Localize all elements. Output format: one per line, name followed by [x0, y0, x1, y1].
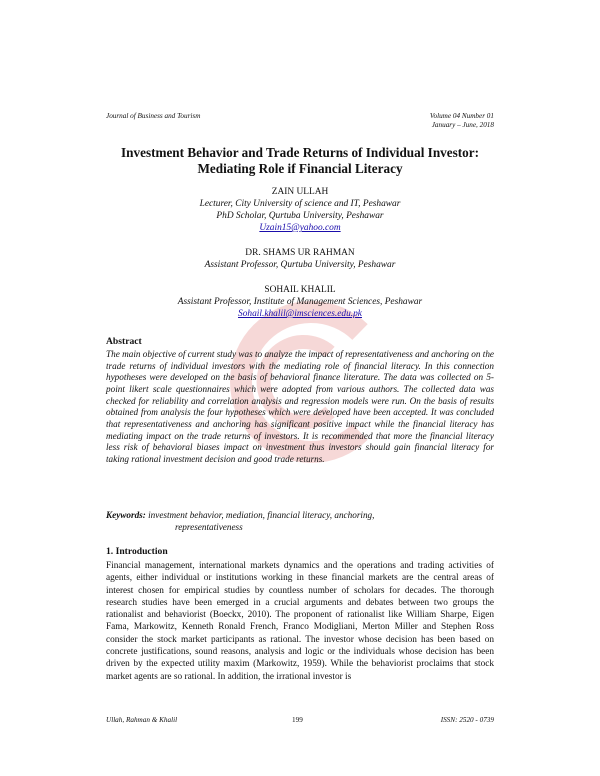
author-affiliation: Assistant Professor, Qurtuba University, Peshawar: [204, 260, 396, 270]
title-line-1: Investment Behavior and Trade Returns of Individual Investor:: [121, 145, 479, 160]
footer-authors: Ullah, Rahman & Khalil: [106, 716, 178, 724]
author-affiliation: Assistant Professor, Institute of Management Sciences, Peshawar: [177, 297, 423, 307]
author-block-1: [106, 186, 494, 234]
author-name: SOHAIL KHALIL: [264, 285, 336, 295]
author-affiliation: Lecturer, City University of science and IT, Peshawar: [199, 199, 401, 209]
journal-name: Journal of Business and Tourism: [106, 112, 201, 120]
volume-info: [430, 112, 494, 130]
volume-number: Volume 04 Number 01: [429, 112, 494, 120]
introduction-heading: 1. Introduction: [106, 546, 168, 557]
author-name: ZAIN ULLAH: [271, 187, 329, 197]
issue-date: January – June, 2018: [431, 121, 494, 129]
author-email-link[interactable]: Uzain15@yahoo.com: [259, 223, 341, 233]
keywords-line-2: representativeness: [175, 521, 243, 532]
keywords-line-1: investment behavior, mediation, financial literacy, anchoring,: [148, 510, 375, 520]
title-line-2: Mediating Role if Financial Literacy: [197, 161, 403, 176]
author-email-link[interactable]: Sohail.khalil@imsciences.edu.pk: [238, 309, 362, 319]
introduction-text: Financial management, international markets dynamics and the operations and trading activities of agents, either individual or institutions working in these financial markets are the central areas of interest chosen for empirical studies by countless number of scholars for decades. The thorough research studies have been emerged in a crucial arguments and debates between two groups the rationalist and behaviorist (Boeckx, 2010). The proponent of rationalist like William Sharpe, Eigen Fama, Markowitz, Kenneth Ronald French, Franco Modigliani, Merton Miller and Stephen Ross consider the stock market participants as rational. The investor whose decision has been based on concrete justifications, sound reasons, analysis and logic or the individuals whose decision has been driven by the expected utility maxim (Markowitz, 1959). While the behaviorist proclaims that stock market agents are so rational. In addition, the irrational investor is: [106, 561, 494, 682]
author-block-3: [106, 284, 494, 320]
author-block-2: [106, 247, 494, 271]
author-name: DR. SHAMS UR RAHMAN: [245, 248, 355, 258]
keywords-label: Keywords:: [106, 510, 146, 520]
paper-title: [106, 145, 494, 177]
keywords: [106, 510, 494, 533]
abstract-heading: Abstract: [106, 336, 142, 347]
footer-issn: ISSN: 2520 - 0739: [440, 716, 494, 724]
author-affiliation: PhD Scholar, Qurtuba University, Peshawar: [216, 211, 384, 221]
abstract-text: The main objective of current study was to analyze the impact of representativeness and anchoring on the trade returns of individual investors with the mediating role of financial literacy. In this connection hypotheses were developed on the basis of behavioral finance literature. The data was collected on 5-point likert scale questionnaires which were adopted from various authors. The collected data was checked for reliability and correlation analysis and regression models were run. On the basis of results obtained from analysis the four hypotheses which were developed have been accepted. It was concluded that representativeness and anchoring has significant positive impact while the financial literacy has mediating impact on the trade returns of investors. It is recommended that more the financial literacy less risk of behavioral biases impact on investment thus investors should gain financial literacy for taking rational investment decision and good trade returns.: [106, 349, 494, 464]
page-number: 199: [292, 716, 303, 724]
